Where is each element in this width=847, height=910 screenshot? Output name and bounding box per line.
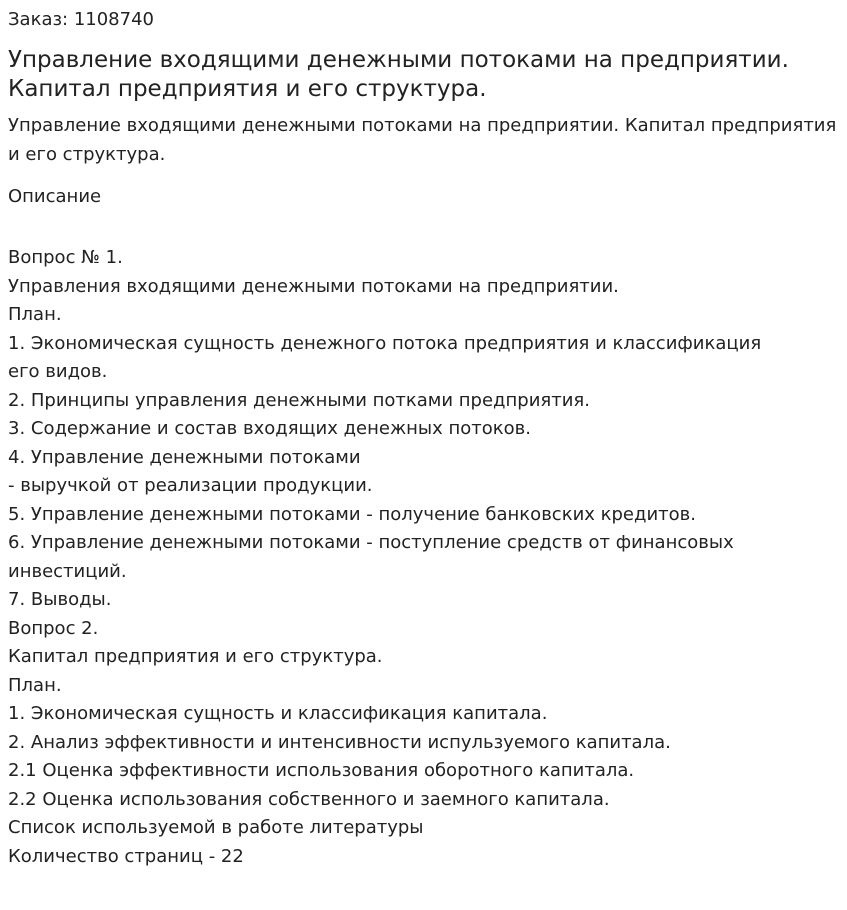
text-line: План.	[8, 304, 62, 325]
text-line: Вопрос № 1.	[8, 247, 123, 268]
text-line: Капитал предприятия и его структура.	[8, 646, 383, 667]
text-line: 3. Содержание и состав входящих денежных потоков.	[8, 418, 532, 439]
description-body	[8, 244, 839, 871]
text-line: инвестиций.	[8, 560, 127, 582]
text-line: Список используемой в работе литературы	[8, 817, 424, 838]
order-number: Заказ: 1108740	[8, 9, 154, 30]
text-line: 2. Анализ эффективности и интенсивности испульзуемого капитала.	[8, 731, 671, 753]
page-title: Управление входящими денежными потоками на предприятии. Капитал предприятия и его структура.	[8, 47, 789, 102]
text-line: 6. Управление денежными потоками - поступление средств от финансовых	[8, 532, 734, 553]
text-line: Вопрос 2.	[8, 617, 99, 639]
description-heading: Описание	[8, 186, 102, 207]
text-line: 2.1 Оценка эффективности использования оборотного капитала.	[8, 760, 635, 781]
text-line: 2. Принципы управления денежными потками предприятия.	[8, 389, 590, 411]
text-line: 1. Экономическая сущность и классификация капитала.	[8, 703, 548, 724]
text-line: Количество страниц - 22	[8, 845, 244, 867]
text-line: План.	[8, 674, 62, 696]
text-line: 5. Управление денежными потоками - получение банковских кредитов.	[8, 503, 696, 525]
text-line: Управления входящими денежными потоками на предприятии.	[8, 275, 619, 297]
text-line: 7. Выводы.	[8, 589, 112, 610]
page-subtitle: Управление входящими денежными потоками на предприятии. Капитал предприятия и его структура.	[8, 115, 837, 165]
text-line: 2.2 Оценка использования собственного и заемного капитала.	[8, 788, 610, 810]
text-line: - выручкой от реализации продукции.	[8, 475, 373, 496]
text-line: 1. Экономическая сущность денежного потока предприятия и классификация	[8, 332, 762, 354]
text-line: его видов.	[8, 361, 108, 382]
text-line: 4. Управление денежными потоками	[8, 446, 361, 468]
